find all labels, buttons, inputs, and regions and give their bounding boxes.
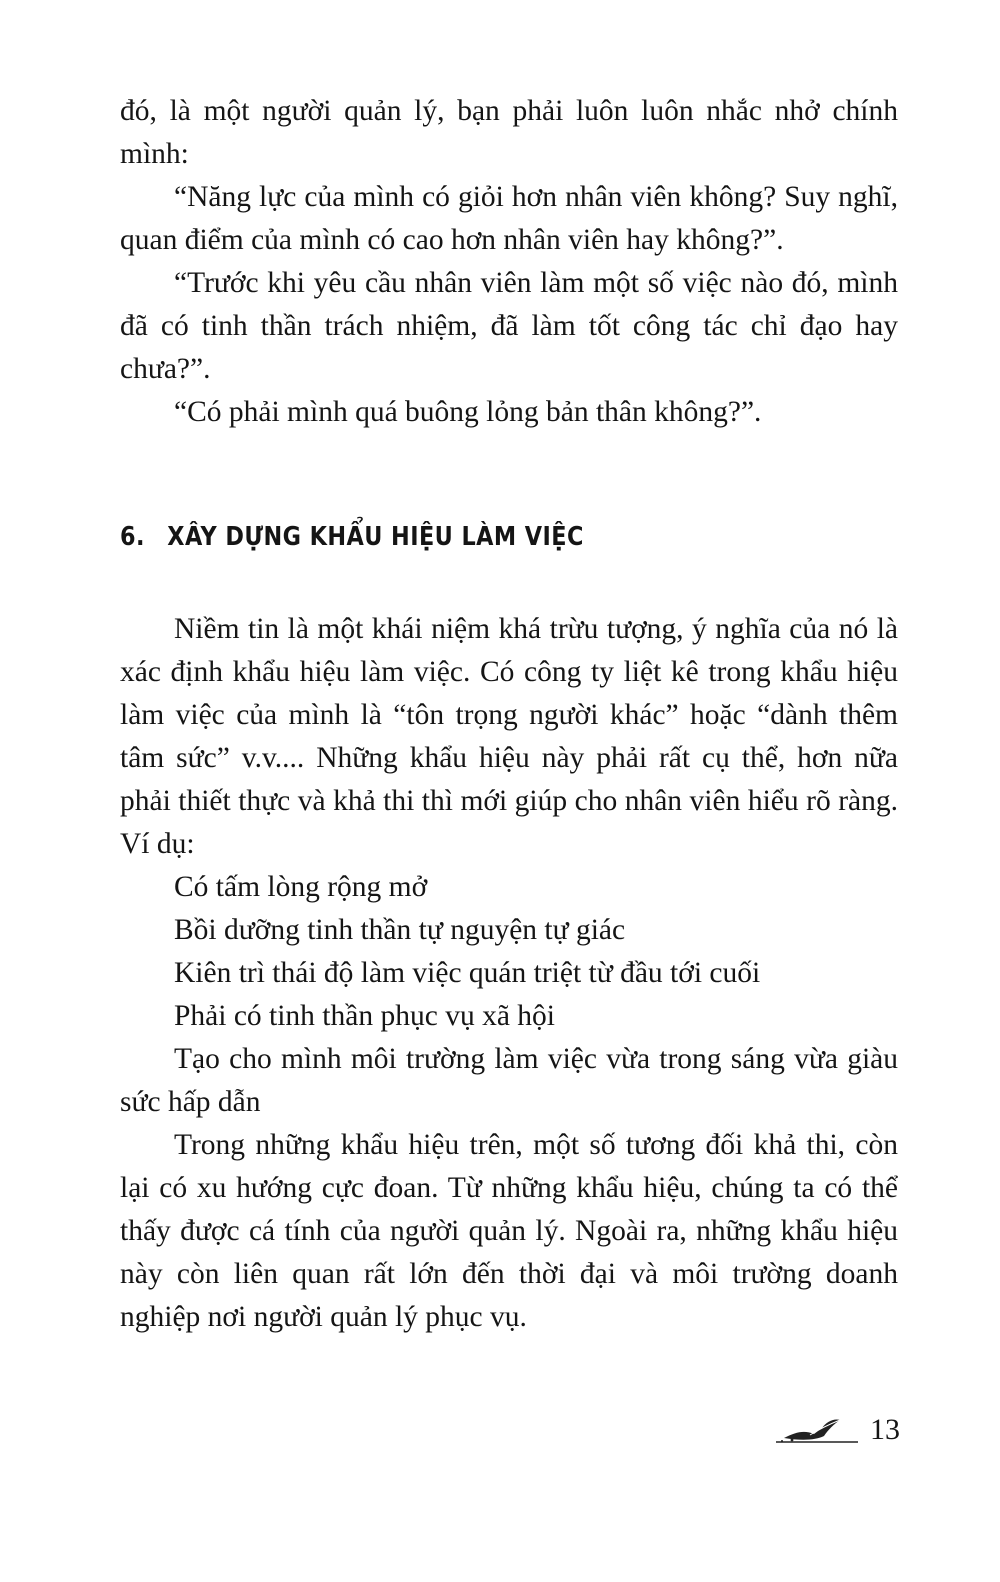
- paragraph-intro: Niềm tin là một khái niệm khá trừu tượng, ý nghĩa của nó là xác định khẩu hiệu làm việc. Có công ty liệt kê trong khẩu hiệu làm việc của mình là “tôn trọng người khác” hoặc “dành thêm tâm sức” v.v.... Những khẩu hiệu này phải rất cụ thể, hơn nữa phải thiết thực và khả thi thì mới giúp cho nhân viên hiểu rõ ràng. Ví dụ:: [120, 613, 898, 860]
- slogan-item: Kiên trì thái độ làm việc quán triệt từ đầu tới cuối: [174, 957, 761, 989]
- paragraph-question-self: “Có phải mình quá buông lỏng bản thân không?”.: [174, 396, 762, 428]
- section-heading: [120, 522, 584, 552]
- slogan-item: Có tấm lòng rộng mở: [174, 871, 428, 903]
- page-number: 13: [870, 1413, 900, 1446]
- page-footer: [774, 1408, 900, 1448]
- slogan-item: Bồi dưỡng tinh thần tự nguyện tự giác: [174, 914, 626, 946]
- bottom-text-block: [120, 608, 898, 1339]
- quill-pen-icon: [774, 1408, 860, 1448]
- paragraph-question-responsibility: “Trước khi yêu cầu nhân viên làm một số việc nào đó, mình đã có tinh thần trách nhiệm, đã làm tốt công tác chỉ đạo hay chưa?”.: [120, 267, 898, 385]
- slogan-item: Phải có tinh thần phục vụ xã hội: [174, 1000, 555, 1032]
- section-number: 6.: [120, 522, 145, 552]
- paragraph-closing: Trong những khẩu hiệu trên, một số tương đối khả thi, còn lại có xu hướng cực đoan. Từ những khẩu hiệu, chúng ta có thể thấy được cá tính của người quản lý. Ngoài ra, những khẩu hiệu này còn liên quan rất lớn đến thời đại và môi trường doanh nghiệp nơi người quản lý phục vụ.: [120, 1129, 898, 1333]
- paragraph-question-ability: “Năng lực của mình có giỏi hơn nhân viên không? Suy nghĩ, quan điểm của mình có cao hơn nhân viên hay không?”.: [120, 181, 898, 256]
- slogan-item: Tạo cho mình môi trường làm việc vừa trong sáng vừa giàu sức hấp dẫn: [120, 1043, 898, 1118]
- top-text-block: [120, 90, 898, 434]
- section-title: XÂY DỰNG KHẨU HIỆU LÀM VIỆC: [167, 522, 584, 552]
- paragraph-continuation: đó, là một người quản lý, bạn phải luôn luôn nhắc nhở chính mình:: [120, 95, 898, 170]
